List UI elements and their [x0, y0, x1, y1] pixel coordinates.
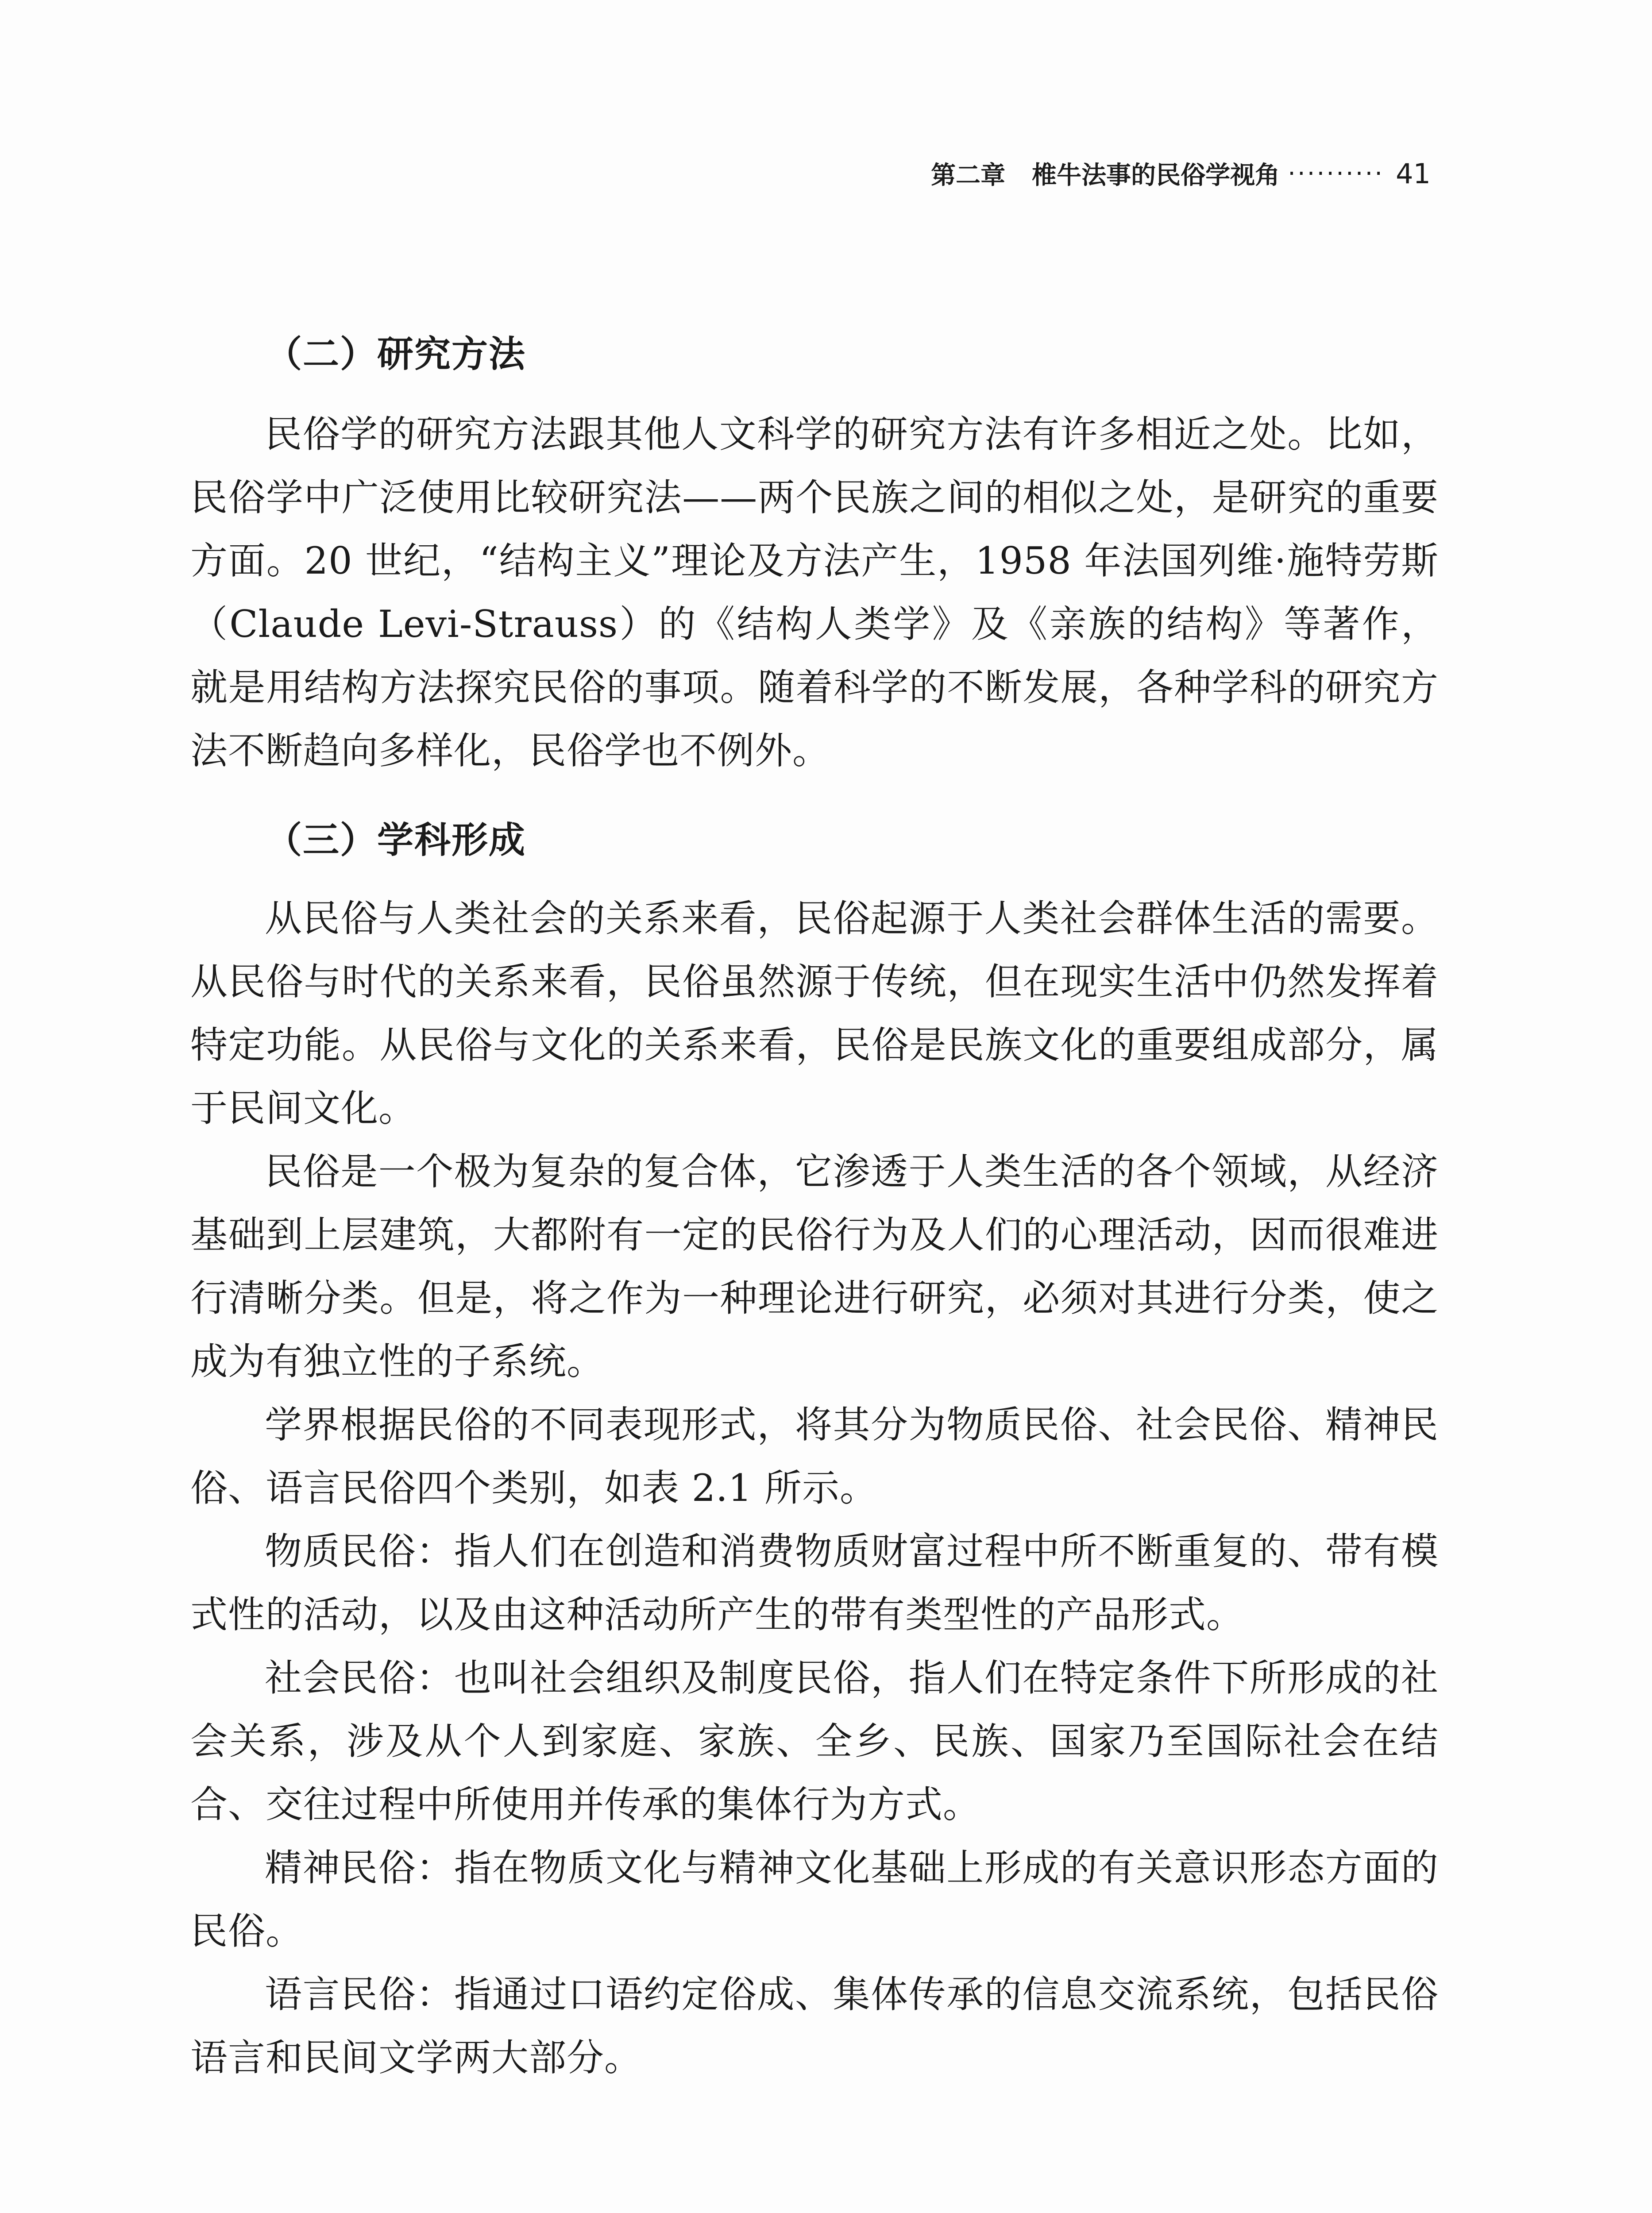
- paragraph-folklore-origins: 从民俗与人类社会的关系来看，民俗起源于人类社会群体生活的需要。从民俗与时代的关系来看，民俗虽然源于传统，但在现实生活中仍然发挥着特定功能。从民俗与文化的关系来看，民俗是民族文化的重要组成部分，属于民间文化。: [190, 897, 1439, 1130]
- chapter-title: 椎牛法事的民俗学视角: [1032, 161, 1280, 190]
- paragraph-spiritual-folklore: 精神民俗：指在物质文化与精神文化基础上形成的有关意识形态方面的民俗。: [190, 1846, 1439, 1953]
- chapter-label: 第二章: [931, 161, 1006, 190]
- paragraph-folklore-categories: 学界根据民俗的不同表现形式，将其分为物质民俗、社会民俗、精神民俗、语言民俗四个类别，如表 2.1 所示。: [190, 1403, 1439, 1510]
- running-header: [931, 156, 1431, 191]
- page-body: [190, 328, 1439, 2090]
- paragraph-social-folklore: 社会民俗：也叫社会组织及制度民俗，指人们在特定条件下所形成的社会关系，涉及从个人到家庭、家族、全乡、民族、国家乃至国际社会在结合、交往过程中所使用并传承的集体行为方式。: [190, 1656, 1439, 1826]
- section-heading-discipline-formation: （三）学科形成: [266, 819, 526, 861]
- paragraph-language-folklore: 语言民俗：指通过口语约定俗成、集体传承的信息交流系统，包括民俗语言和民间文学两大部分。: [190, 1973, 1439, 2079]
- paragraph-folklore-complexity: 民俗是一个极为复杂的复合体，它渗透于人类生活的各个领域，从经济基础到上层建筑，大都附有一定的民俗行为及人们的心理活动，因而很难进行清晰分类。但是，将之作为一种理论进行研究，必须对其进行分类，使之成为有独立性的子系统。: [190, 1150, 1439, 1383]
- dot-leader: ··········: [1288, 159, 1385, 188]
- paragraph-material-folklore: 物质民俗：指人们在创造和消费物质财富过程中所不断重复的、带有模式性的活动，以及由这种活动所产生的带有类型性的产品形式。: [190, 1530, 1439, 1636]
- page-number: 41: [1396, 157, 1431, 190]
- paragraph-research-methods: 民俗学的研究方法跟其他人文科学的研究方法有许多相近之处。比如，民俗学中广泛使用比较研究法——两个民族之间的相似之处，是研究的重要方面。20 世纪，“结构主义”理论及方法产生，1958 年法国列维·施特劳斯（Claude Levi-Strauss）的《结构人类学》及《亲族的结构》等著作，就是用结构方法探究民俗的事项。随着科学的不断发展，各种学科的研究方法不断趋向多样化，民俗学也不例外。: [190, 413, 1439, 772]
- section-heading-research-methods: （二）研究方法: [266, 333, 526, 375]
